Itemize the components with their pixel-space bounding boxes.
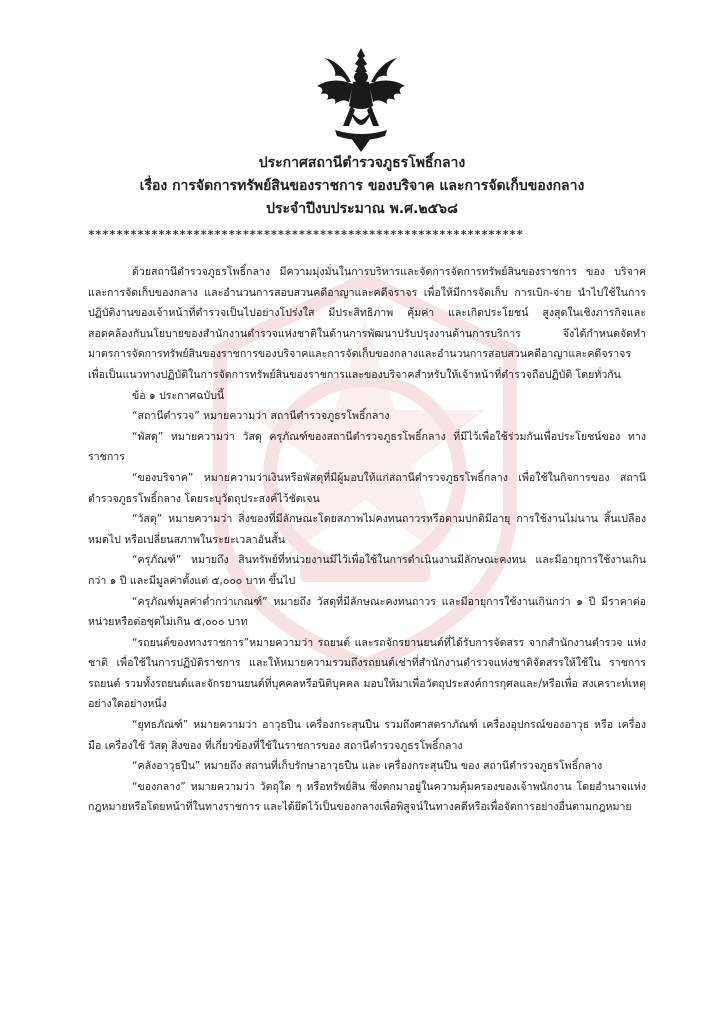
definition-equipment: “ครุภัณฑ์” หมายถึง สินทรัพย์ที่หน่วยงานมีไว้เพื่อใช้ในการดำเนินงานมีลักษณะคงทน และมีอายุการใช้งานเกิน กว่า ๑ ปี และมีมูลค่าตั้งแต่ ๕,๐๐๐ บาท ขึ้นไป: [88, 554, 646, 587]
definition-donations: “ของบริจาค” หมายความว่าเงินหรือพัสดุที่มีผู้มอบให้แก่สถานีตำรวจภูธรโพธิ์กลาง เพื่อใช้ในกิจการของ สถานีตำรวจภูธรโพธิ์กลาง โดยระบุวัตถุประสงค์ไว้ชัดเจน: [88, 471, 646, 505]
intro-paragraph: ด้วยสถานีตำรวจภูธรโพธิ์กลาง มีความมุ่งมั่นในการบริหารและจัดการจัดการทรัพย์สินของราชการ ของ บริจาคและการจัดเก็บของกลาง และอำนวนการสอบสวนคดีอาญาและคดีจราจร เพื่อให้มีการจัดเก็บ การเบิก-จ่าย นำไปใช้ในการปฏิบัติงานของเจ้าหน้าที่ตำรวจเป็นไปอย่างโปร่งใส มีประสิทธิภาพ คุ้มค่า และเกิดประโยชน์ สูงสุดในเชิงภารกิจและสอดคล้องกับนโยบายของสำนักงานตำรวจแห่งชาติในด้านการพัฒนาปรับปรุงงานด้านการบริการ จึงได้กำหนดจัดทำมาตรการจัดการทรัพย์สินของราชการของบริจาคและการจัดเก็บของกลางและอำนวนการสอบสวนคดีอาญาและคดีจราจรเพื่อเป็นแนวทางปฏิบัติในการจัดการทรัพย์สินของราชการและของบริจาคสำหรับให้เจ้าหน้าที่ตำรวจถือปฏิบัติ โดยทั่วกัน: [88, 266, 646, 381]
garuda-emblem-icon: [311, 46, 411, 154]
definition-government-vehicles: “รถยนต์ของทางราชการ”หมายความว่า รถยนต์ และรถจักรยานยนต์ที่ได้รับการจัดสรร จากสำนักงานตำรวจ แห่งชาติ เพื่อใช้ในการปฏิบัติราชการ และให้หมายความรวมถึงรถยนต์เช่าที่สำนักงานตำรวจแห่งชาติจัดสรรให้ใช้ใน ราชการ รถยนต์ รวมทั้งรถยนต์และจักรยานยนต์ที่บุคคลหรือนิติบุคคล มอบให้มาเพื่อวัตถุประสงค์การกุศลและ/หรือเพื่อ สงเคราะห์เหตุอย่างใดอย่างหนึ่ง: [88, 636, 646, 711]
announcement-header: [40, 152, 684, 221]
definition-armaments: “ยุทธภัณฑ์” หมายความว่า อาวุธปืน เครื่องกระสุนปืน รวมถึงศาสตราภัณฑ์ เครื่องอุปกรณ์ของอาวุธ หรือ เครื่องมือ เครื่องใช้ วัสดุ สิ่งของ ที่เกี่ยวข้องที่ใช้ในราชการของ สถานีตำรวจภูธรโพธิ์กลาง: [88, 719, 646, 752]
definition-police-station: “สถานีตำรวจ” หมายความว่า สถานีตำรวจภูธรโพธิ์กลาง: [132, 410, 390, 423]
announcement-body: [88, 262, 646, 818]
definition-materials: “วัสดุ” หมายความว่า สิ่งของที่มีลักษณะโดยสภาพไม่คงทนถาวรหรือตามปกติมีอายุ การใช้งานไม่นาน สิ้นเปลือง หมดไป หรือเปลี่ยนสภาพในระยะเวลาอันสั้น: [88, 513, 646, 546]
definition-low-value-equipment: “ครุภัณฑ์มูลค่าต่ำกว่าเกณฑ์” หมายถึง วัสดุที่มีลักษณะคงทนถาวร และมีอายุการใช้งานเกินกว่า ๑ ปี มีราคาต่อ หน่วยหรือต่อชุดไม่เกิน ๕,๐๐๐ บาท: [88, 595, 646, 629]
fiscal-year: ประจำปีงบประมาณ พ.ศ.๒๕๖๘: [266, 201, 458, 217]
definition-supplies: “พัสดุ” หมายความว่า วัสดุ ครุภัณฑ์ของสถานีตำรวจภูธรโพธิ์กลาง ที่มีไว้เพื่อใช้ร่วมกันเพื่อประโยชน์ของ ทางราชการ: [88, 430, 646, 464]
clause-1: ข้อ ๑ ประกาศฉบับนี้: [132, 389, 225, 402]
separator-line: **************************************************************: [88, 228, 524, 241]
announcement-issuer: ประกาศสถานีตำรวจภูธรโพธิ์กลาง: [258, 155, 466, 171]
announcement-subject: เรื่อง การจัดการทรัพย์สินของราชการ ของบริจาค และการจัดเก็บของกลาง: [139, 178, 585, 194]
definition-armory: “คลังอาวุธปืน” หมายถึง สถานที่เก็บรักษาอาวุธปืน และ เครื่องกระสุนปืน ของ สถานีตำรวจภูธรโพธิ์กลาง: [132, 760, 603, 773]
definition-evidence: “ของกลาง” หมายความว่า วัตถุใด ๆ หรือทรัพย์สิน ซึ่งตกมาอยู่ในความคุ้มครองของเจ้าพนักงาน โดยอำนาจแห่ง กฎหมายหรือโดยหน้าที่ในทางราชการ และได้ยึดไว้เป็นของกลางเพื่อพิสูจน์ในทางคดีหรือเพื่อจัดการอย่างอื่นตามกฎหมาย: [88, 780, 646, 814]
